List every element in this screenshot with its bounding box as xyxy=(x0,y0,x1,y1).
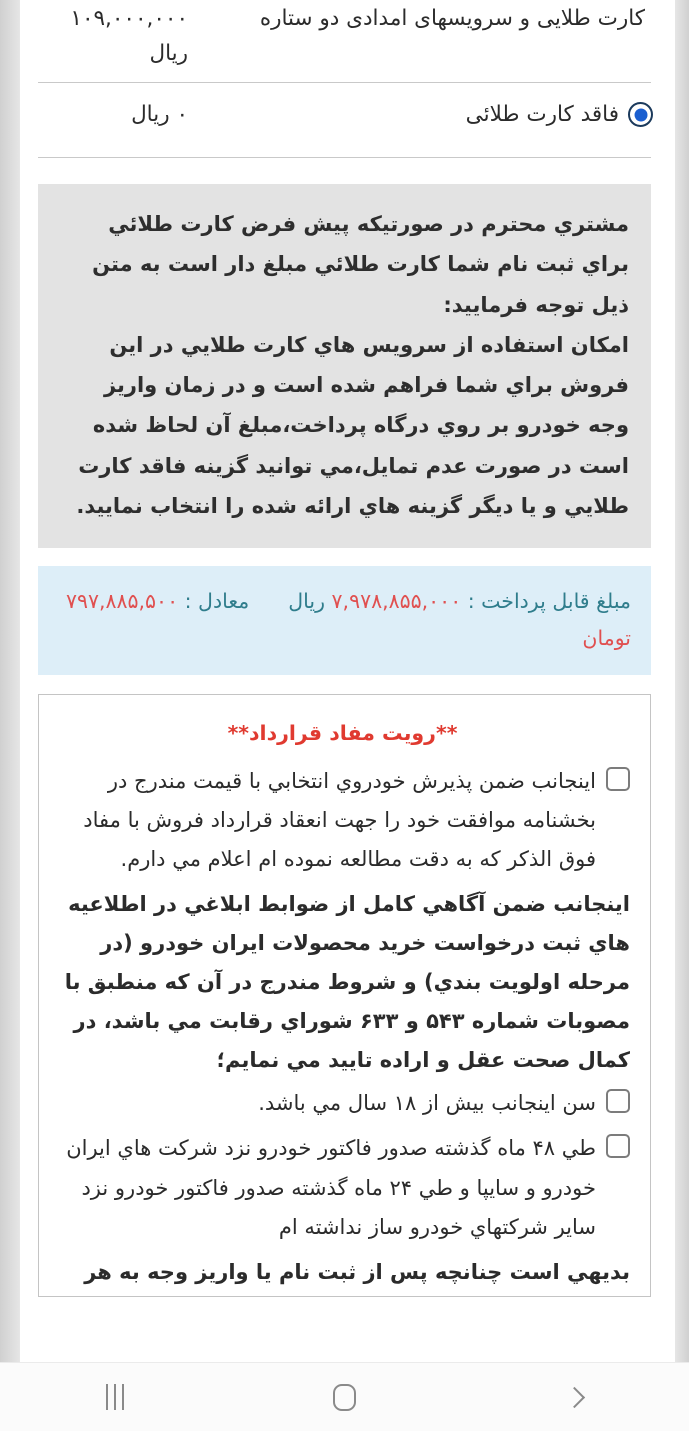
payable-label: مبلغ قابل پرداخت : xyxy=(467,589,631,614)
notice-paragraph-1: مشتري محترم در صورتيكه پيش فرض كارت طلائي براي ثبت نام شما كارت طلائي مبلغ دار است به متن ذيل توجه فرماييد: xyxy=(92,211,629,317)
home-button[interactable] xyxy=(299,1363,389,1431)
contract-items-list xyxy=(55,762,630,1296)
page-left-edge-shade xyxy=(0,0,20,1362)
contract-checkbox-label: طي ۴۸ ماه گذشته صدور فاکتور خودرو نزد شرکت هاي ایران خودرو و سایپا و طي ۲۴ ماه گذشته صدور فاکتور خودرو نزد سایر شرکتهاي خودرو ساز نداشته ام xyxy=(66,1136,596,1239)
option-amount: ۰ ریال xyxy=(131,102,188,128)
contract-paragraph: اینجانب ضمن آگاهي کامل از ضوابط ابلاغي در اطلاعیه هاي ثبت درخواست خرید محصولات ایران خودرو (در مرحله اولویت بندي) و شروط مندرج در آن که منطبق با مصوبات شماره ۵۴۳ و ۶۳۳ شوراي رقابت مي باشد، در کمال صحت عقل و اراده تایید مي نمایم؛ xyxy=(64,892,630,1073)
browser-viewport xyxy=(20,0,675,1362)
notice-paragraph-2: امكان استفاده از سرويس هاي كارت طلايي در اين فروش براي شما فراهم شده است و در زمان واريز وجه خودرو بر روي درگاه پرداخت،مبلغ آن لحاظ شده است در صورت عدم تمايل،مي توانيد گزينه فاقد كارت طلايي و يا ديگر گزينه هاي ارائه شده را انتخاب نماييد. xyxy=(76,332,629,519)
contract-checkbox-label: اینجانب ضمن پذیرش خودروي انتخابي با قیمت مندرج در بخشنامه موافقت خود را جهت انعقاد قرارداد فروش با مفاد فوق الذکر که به دقت مطالعه نموده ام اعلام مي دارم. xyxy=(83,769,596,872)
option-row-no-gold-card[interactable] xyxy=(20,83,661,147)
contract-title: **رویت مفاد قرارداد** xyxy=(227,721,458,746)
price-row-amount-number: ۱۰۹,۰۰۰,۰۰۰ xyxy=(70,6,188,31)
price-row-gold-card xyxy=(20,0,661,72)
android-navigation-bar xyxy=(0,1362,689,1431)
price-row-amount xyxy=(20,2,202,72)
option-label: فاقد کارت طلائی xyxy=(465,101,619,127)
payable-unit-toman: تومان xyxy=(582,625,631,650)
divider-2 xyxy=(38,157,651,158)
registration-page xyxy=(20,0,675,1297)
recents-icon xyxy=(106,1384,124,1410)
contract-checkbox-row[interactable] xyxy=(55,762,630,885)
back-button[interactable] xyxy=(529,1363,619,1431)
radio-no-gold-card[interactable] xyxy=(628,102,653,127)
price-row-label: کارت طلایی و سرویسهای امدادی دو ستاره xyxy=(259,6,645,31)
notice-box xyxy=(38,184,651,549)
contract-checkbox-label: سن اینجانب بیش از ۱۸ سال مي باشد. xyxy=(258,1091,596,1116)
contract-paragraph: بدیهي است چنانچه پس از ثبت نام یا واریز وجه به هر xyxy=(84,1259,630,1284)
price-row-amount-currency: ریال xyxy=(149,40,188,66)
contract-checkbox[interactable] xyxy=(606,1134,630,1158)
recents-button[interactable] xyxy=(70,1363,160,1431)
payable-equivalent-label: معادل : xyxy=(184,589,250,614)
contract-terms-box xyxy=(38,694,651,1296)
contract-checkbox[interactable] xyxy=(606,767,630,791)
home-icon xyxy=(333,1384,356,1411)
payable-amount-box xyxy=(38,566,651,675)
page-right-edge-shade xyxy=(675,0,689,1362)
payable-unit-rial: ریال xyxy=(288,589,326,614)
contract-checkbox-row[interactable] xyxy=(55,1084,630,1129)
contract-checkbox[interactable] xyxy=(606,1089,630,1113)
option-left-group[interactable] xyxy=(202,99,653,131)
back-chevron-icon xyxy=(564,1386,585,1407)
payable-amount-rial: ۷,۹۷۸,۸۵۵,۰۰۰ xyxy=(331,589,462,614)
payable-amount-toman: ۷۹۷,۸۸۵,۵۰۰ xyxy=(65,589,179,614)
contract-checkbox-row[interactable] xyxy=(55,1129,630,1252)
